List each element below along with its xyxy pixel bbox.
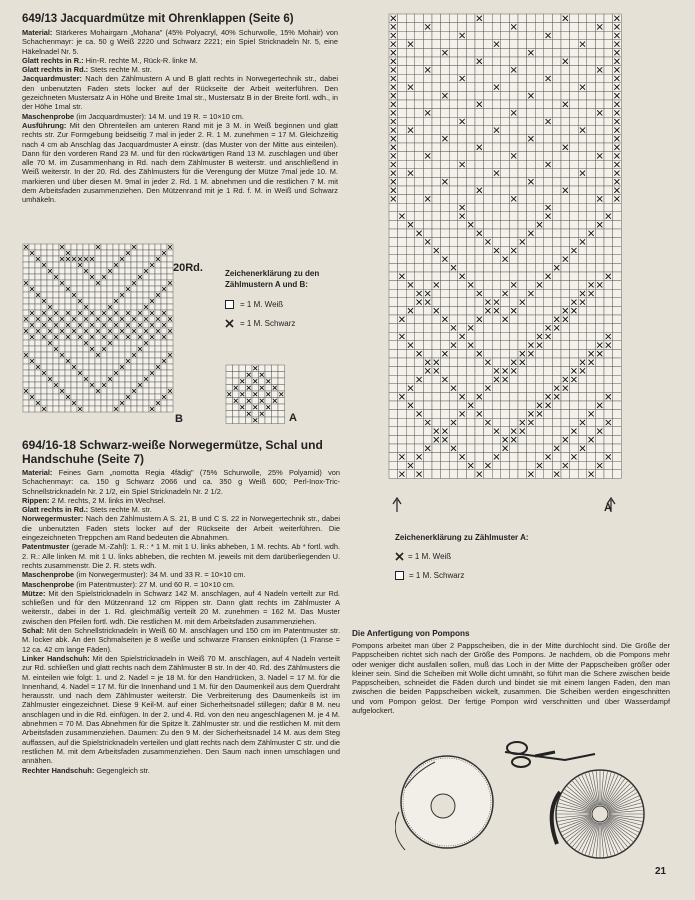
legend2-black-row bbox=[395, 571, 529, 580]
paragraph-label: Schal: bbox=[22, 626, 45, 636]
section2-paragraph bbox=[22, 468, 340, 496]
scissors-illustration bbox=[505, 742, 595, 767]
section2-body bbox=[22, 468, 340, 775]
chart-a-grid bbox=[225, 364, 287, 426]
paragraph-label: Glatt rechts in Rd.: bbox=[22, 505, 89, 515]
chart-a-small bbox=[225, 364, 287, 431]
pompon-text: Pompons arbeitet man über 2 Pappscheiben, die in der Mitte durchlocht sind. Die Größe der Pappscheiben richtet sich nach der Größe des Pompons. Je nachdem, ob die Pompons mehr oder weniger dicht ausfallen sollen, muß das Loch in der Mitte der Pappscheiben größer oder kleiner sein. Sind die Scheiben mit Wolle dicht umnäht, so führt man die Schere zwischen beide Pappscheiben, schneidet die Fäden durch und bindet sie mit einem langen Faden, den man zwischen die beiden Pappscheiben wickelt, zusammen. Die Scheiben werden eingeschnitten und vom Pompon gelöst. Der fertige Pompon wird verschnitten und über Wasserdampf aufgelockert. bbox=[352, 641, 670, 716]
paragraph-label: Jacquardmuster: bbox=[22, 74, 82, 84]
paragraph-text: (im Jacquardmuster): 14 M. und 19 R. = 10×10 cm. bbox=[74, 111, 244, 121]
paragraph-text: Stets rechte M. str. bbox=[88, 65, 152, 75]
section2-paragraph bbox=[22, 654, 340, 766]
legend1-white-text: = 1 M. Weiß bbox=[240, 300, 284, 309]
paragraph-label: Linker Handschuh: bbox=[22, 653, 90, 663]
legend1-black-text: = 1 M. Schwarz bbox=[240, 319, 296, 328]
chart-b-grid bbox=[22, 243, 182, 423]
pompon-disc-right-illustration bbox=[552, 770, 644, 858]
cross-icon bbox=[225, 319, 234, 328]
pompon-disc-left-illustration bbox=[395, 756, 493, 850]
chart-b-letter: B bbox=[175, 413, 183, 425]
pompon-title: Die Anfertigung von Pompons bbox=[352, 629, 470, 638]
paragraph-text: Mit den Schnellstricknadeln in Weiß 60 M. anschlagen und 150 cm im Patentmuster str. M. locker abk. An den Schmalseiten je 8 weiße und schwarze Fransen einknüpfen (1 Franse = 12 ca. 42 cm lange Fäden). bbox=[22, 626, 340, 654]
legend-chart-a bbox=[395, 533, 529, 580]
legend2-black-text: = 1 M. Schwarz bbox=[409, 571, 465, 580]
paragraph-label: Material: bbox=[22, 28, 53, 37]
paragraph-label: Ausführung: bbox=[22, 120, 67, 130]
cross-icon bbox=[395, 552, 404, 561]
paragraph-label: Maschenprobe bbox=[22, 111, 75, 121]
chart-a-hat-grid bbox=[385, 12, 635, 517]
paragraph-text: Stets rechte M. str. bbox=[88, 505, 152, 515]
paragraph-label: Norwegermuster: bbox=[22, 514, 84, 524]
section2-paragraph bbox=[22, 766, 340, 775]
paragraph-text: (im Norwegermuster): 34 M. und 33 R. = 10×10 cm. bbox=[74, 570, 246, 580]
paragraph-label: Glatt rechts in Rd.: bbox=[22, 65, 89, 75]
section1-paragraph bbox=[22, 28, 338, 56]
chart-b bbox=[22, 243, 182, 428]
paragraph-label: Material: bbox=[22, 468, 53, 477]
section2-paragraph bbox=[22, 570, 340, 579]
legend1-title: Zeichenerklärung zu den Zählmustern A und B: bbox=[225, 269, 320, 289]
legend2-white-text: = 1 M. Weiß bbox=[408, 552, 452, 561]
paragraph-text: Mit den Spielstricknadeln in Weiß 70 M. anschlagen, auf 4 Nadeln verteilt zur Rd. schließen und glatt rechts nach dem Zählmuster B str. In der 40. Rd. des Zählmusters die M. einteilen wie folgt: 1. und 2. Nadel = je 18 M. für den Handrücken, 3. Nadel = 17 M. für die Innenhand, 4. Nadel = 17 M. für die Innenhand und 1 M. für den Daumenkeil aus dem Querdraht herausstr. und nach dem Zählmuster weiterstr. Die Verbreiterung des Daumenkeils ist im Zählmuster eingezeichnet. Diese 9 Keil-M. auf einer Sicherheitsnadel stillegen; dafür 8 M. neu anschlagen und in die Rd. einfügen. In der 2. und 4. Rd. von den neu angeschlagenen M. je 4 M. abnehmen = 70 M. Das Abnehmen für die Spitze lt. Zählmuster str. und die restlichen M. mit dem Arbeitsfaden zusammenziehen. Daumen: Zu den 9 M. der Sicherheitsnadel 14 M. aus dem Steg auffassen, auf die Spielstricknadeln verteilen und glatt rechts nach dem Zählmuster C str. und die restlichen M. mit dem Arbeitsfaden zusammenziehen. Den Saum nach innen umschlagen und annähen. bbox=[22, 653, 341, 766]
section1-title: 649/13 Jacquardmütze mit Ohrenklappen (Seite 6) bbox=[22, 13, 294, 25]
section1-paragraph bbox=[22, 74, 338, 111]
chart-b-rows-label: 20Rd. bbox=[173, 262, 203, 274]
paragraph-label: Maschenprobe bbox=[22, 570, 75, 580]
paragraph-label: Mütze: bbox=[22, 588, 46, 598]
paragraph-text: Mit den Spielstricknadeln in Schwarz 142 M. anschlagen, auf 4 Nadeln verteilt zur Rd. schließen und für den Mützenrand 12 cm Rippen str. Dann glatt rechts im Zählmuster A weiterstr., dabei in der 1. Rd. gleichmäßig verteilt 20 M. zunehmen = 162 M. Das Muster zwischen den Pfeilen fortl. wdh. Die restlichen M. mit dem Arbeitsfaden zusammenziehen. bbox=[22, 588, 340, 626]
paragraph-text: Nach den Zählmustern A und B glatt rechts in Norwegertechnik str., dabei den unbenutzten Faden stets locker auf der Rückseite der Arbeit weiterführen. Den gezeichneten Mustersatz A in Höhe und Breite 1mal str., Mustersatz B in der Breite fortl. wdh., in der Höhe 1mal str. bbox=[22, 74, 338, 112]
section1-paragraph bbox=[22, 65, 338, 74]
section1-body bbox=[22, 28, 338, 205]
white-square-icon bbox=[395, 571, 405, 580]
legend2-title: Zeichenerklärung zu Zählmuster A: bbox=[395, 533, 529, 542]
white-square-icon bbox=[225, 300, 234, 309]
section1-paragraph bbox=[22, 56, 338, 65]
paragraph-text: (gerade M.-Zahl): 1. R.: * 1 M. mit 1 U. links abheben, 1 M. rechts. Ab * fortl. wdh. 2. R.: Alle linken M. mit 1 U. links abheben, die rechten M. jeweils mit dem darüberliegenden U. rechts zusammenstr. Die 2. R. stets wdh. bbox=[22, 542, 340, 570]
section2-paragraph bbox=[22, 542, 340, 570]
paragraph-label: Patentmuster bbox=[22, 542, 70, 552]
section2-paragraph bbox=[22, 580, 340, 589]
section-pompons bbox=[352, 628, 670, 715]
chart-a-letter: A bbox=[289, 412, 297, 424]
paragraph-text: Mit den Ohrenteilen am unteren Rand mit je 3 M. in Weiß beginnen und glatt rechts str. Zur Formgebung beidseitig 7 mal in jeder 2. R. 1 M. zunehmen = 17 M. Gleichzeitig nach 4 cm ab Anschlag das Jacquardmuster A einstr. (das Muster von der Mitte aus einteilen). Dann für den vorderen Rand 23 M. und für den rückwärtigen Rand 13 M. zuschlagen und über alle 70 M. im Zusammenhang in Rd. nach dem Zählmuster B weiterstr. und anschließend in Weiß weiterstr. In der 20. Rd. des Zählmusters für die Verengung der Mütze 7mal jede 10. M. markieren und über diesen M. 9mal in jeder 2. Rd. 1 M. abnehmen und die restlichen 7 M. mit dem Arbeitsfaden zusammenziehen. Den Mützenrand mit je 1 Rd. f. M. in Weiß und Schwarz umhäkeln. bbox=[22, 120, 338, 205]
paragraph-text: Stärkeres Mohairgarn „Mohana" (45% Polyacryl, 40% Schurwolle, 15% Mohair) von Schachenmayr: je ca. 50 g Weiß 2220 und Schwarz 2221; ein Spiel Stricknadeln Nr. 5, eine Häkelnadel Nr. 5. bbox=[22, 28, 338, 56]
paragraph-label: Rechter Handschuh: bbox=[22, 765, 95, 775]
section2-paragraph bbox=[22, 514, 340, 542]
section1-paragraph bbox=[22, 112, 338, 121]
legend1-black-row bbox=[225, 319, 345, 328]
paragraph-text: Nach den Zählmustern A S. 21, B und C S. 22 in Norwegertechnik str., dabei die unbenutzten Faden stets locker auf der Rückseite der Arbeit weiterführen. Die eingezeichneten Treppchen am Rand bedeuten die Abnahmen. bbox=[22, 514, 340, 543]
paragraph-text: 2 M. rechts, 2 M. links im Wechsel. bbox=[49, 495, 166, 505]
paragraph-label: Glatt rechts in R.: bbox=[22, 55, 84, 65]
section2-paragraph bbox=[22, 626, 340, 654]
paragraph-label: Maschenprobe bbox=[22, 579, 75, 589]
section-norwegian-set bbox=[22, 438, 340, 775]
legend-charts-a-b bbox=[225, 268, 345, 328]
section-jacquard-hat bbox=[22, 12, 338, 205]
paragraph-label: Rippen: bbox=[22, 495, 50, 505]
page-number: 21 bbox=[655, 866, 667, 877]
chart-right-letter: A bbox=[604, 502, 612, 514]
section2-paragraph bbox=[22, 505, 340, 514]
paragraph-text: (im Patentmuster): 27 M. und 60 R. = 10×10 cm. bbox=[74, 579, 235, 589]
paragraph-text: Hin-R. rechte M., Rück-R. linke M. bbox=[83, 55, 198, 65]
paragraph-text: Feines Garn „nomotta Regia 4fädig" (75% Schurwolle, 25% Polyamid) von Schachenmayr: ca. 150 g Schwarz 2066 und ca. 350 g Weiß 600; Perl-Inox-Tric-Schnellstricknadeln Nr. 2 1/2, ein Spiel Stricknadeln Nr. 2 1/2. bbox=[22, 468, 340, 496]
section1-paragraph bbox=[22, 121, 338, 205]
section2-title: 694/16-18 Schwarz-weiße Norwegermütze, Schal und Handschuhe (Seite 7) bbox=[22, 438, 323, 466]
legend2-white-row bbox=[395, 552, 529, 561]
section2-paragraph bbox=[22, 496, 340, 505]
legend1-white-row bbox=[225, 300, 345, 309]
pompon-illustration bbox=[395, 732, 655, 872]
section2-paragraph bbox=[22, 589, 340, 626]
paragraph-text: Gegengleich str. bbox=[94, 765, 150, 775]
chart-a-hat bbox=[385, 12, 635, 522]
